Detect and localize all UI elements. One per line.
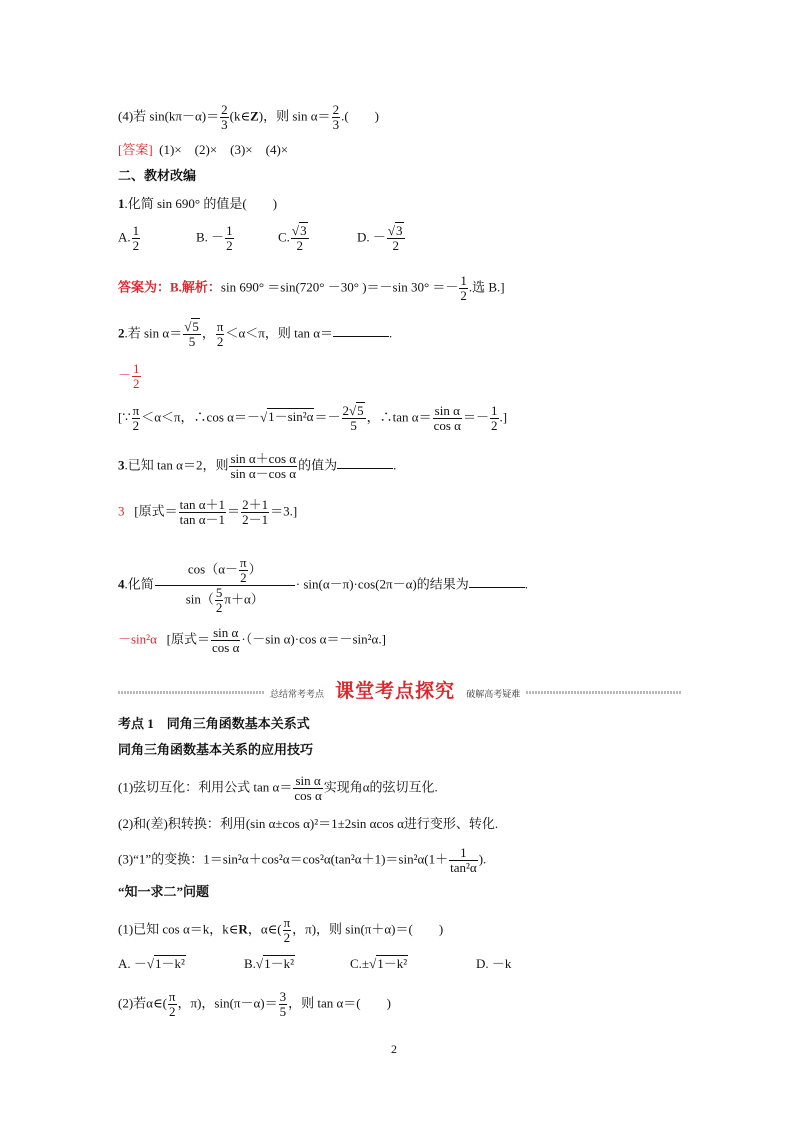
tip-2: (2)和(差)积转换：利用(sin α±cos α)²＝1±2sin αcos α进行变形、转化.: [118, 816, 499, 831]
question-3-answer: 3 [原式＝ $\frac{\text{tan α＋1}}{\text{tan α－1}}$ ＝ $\frac{2+1}{2-1}$ ＝3.]: [118, 497, 298, 527]
option-a: A. －√1－k²: [118, 956, 185, 971]
question-4-answer: －sin²α [原式＝ $\frac{\text{sin α}}{\text{cos α}}$ ·（－sin α)·cos α＝－sin²α.]: [118, 625, 386, 655]
problem-2: (2)若α∈( $\frac{\pi}{2}$ ，π)，sin(π－α)＝ $\frac{3}{5}$ ，则 tan α＝( ): [118, 989, 391, 1019]
answer-blank: [333, 324, 389, 337]
question-1: 1.化简 sin 690° 的值是( ): [118, 196, 278, 211]
banner-title: 课堂考点探究: [335, 680, 456, 702]
option-c: C. $\frac{√3}{2}$: [278, 223, 307, 253]
page-number: 2: [391, 1042, 397, 1056]
fraction: $\frac{2}{3}$: [221, 102, 228, 132]
problem-1: (1)已知 cos α＝k，k∈R，α∈( $\frac{\pi}{2}$ ，π)，则 sin(π＋α)＝( ): [118, 915, 444, 945]
banner-right: 破解高考疑难: [466, 690, 521, 700]
question-2: 2.若 sin α＝ $\frac{√5}{5}$ ， $\frac{\pi}{2}$ ＜α＜π，则 tan α＝ .: [118, 319, 393, 349]
question-2-solution: [∵ $\frac{\pi}{2}$ ＜α＜π，∴cos α＝－√1－sin²α＝－ $\frac{2√5}{5}$ ，∴tan α＝ $\frac{\text{sin α}}{\text{cos α}}$ ＝－ $\frac{1}{2}$ .]: [118, 403, 508, 433]
answer-blank: [469, 575, 525, 588]
answer-blank: [337, 456, 393, 469]
option-d: D. －k: [476, 956, 512, 971]
question-2-answer: － $\frac{1}{2}$: [118, 361, 140, 391]
option-d: D. － $\frac{√3}{2}$: [357, 223, 403, 253]
tip-3: (3)“1”的变换：1＝sin²α＋cos²α＝cos²α(tan²α＋1)＝sin²α(1＋ $\frac{1}{\text{tan²α}}$ ).: [118, 845, 487, 875]
tips-title: 同角三角函数基本关系的应用技巧: [118, 742, 314, 757]
zhiyi-title: “知一求二”问题: [118, 884, 210, 899]
answer-content: (1)× (2)× (3)× (4)×: [159, 142, 289, 157]
answer-tag: [答案]: [118, 142, 153, 157]
answer-line: [118, 142, 288, 158]
option-b: B.√1－k²: [244, 956, 294, 971]
banner-left: 总结常考考点: [270, 690, 325, 700]
section-banner: [118, 676, 682, 700]
section-title: 二、教材改编: [118, 168, 197, 183]
question-1-answer: 答案为：B.解析：sin 690° ＝sin(720° －30° )＝－sin 30° ＝－ $\frac{1}{2}$ .选 B.]: [118, 273, 505, 303]
option-b: B. － $\frac{1}{2}$: [196, 223, 233, 253]
option-c: C.±√1－k²: [350, 956, 408, 971]
kaodian-title: 考点 1 同角三角函数基本关系式: [118, 716, 310, 731]
question-3: 3.已知 tan α＝2，则 $\frac{\text{sin α＋cos α}}{\text{sin α－cos α}}$ 的值为 .: [118, 451, 397, 481]
question-4: 4.化简 cos（α－ $\frac{\pi}{2}$ ） sin（ $\frac{5}{2}$ π＋α） · sin(α－π)·cos(2π－α)的结果为 .: [118, 555, 528, 615]
item-4: (4)若 sin(kπ－α)＝ $\frac{2}{3}$ (k∈Z)，则 sin α＝ $\frac{2}{3}$ .( ): [118, 102, 379, 132]
fraction: $\frac{2}{3}$: [332, 102, 340, 132]
tip-1: (1)弦切互化：利用公式 tan α＝ $\frac{\text{sin α}}{\text{cos α}}$ 实现角α的弦切互化.: [118, 773, 438, 803]
option-a: A. $\frac{1}{2}$: [118, 223, 140, 253]
